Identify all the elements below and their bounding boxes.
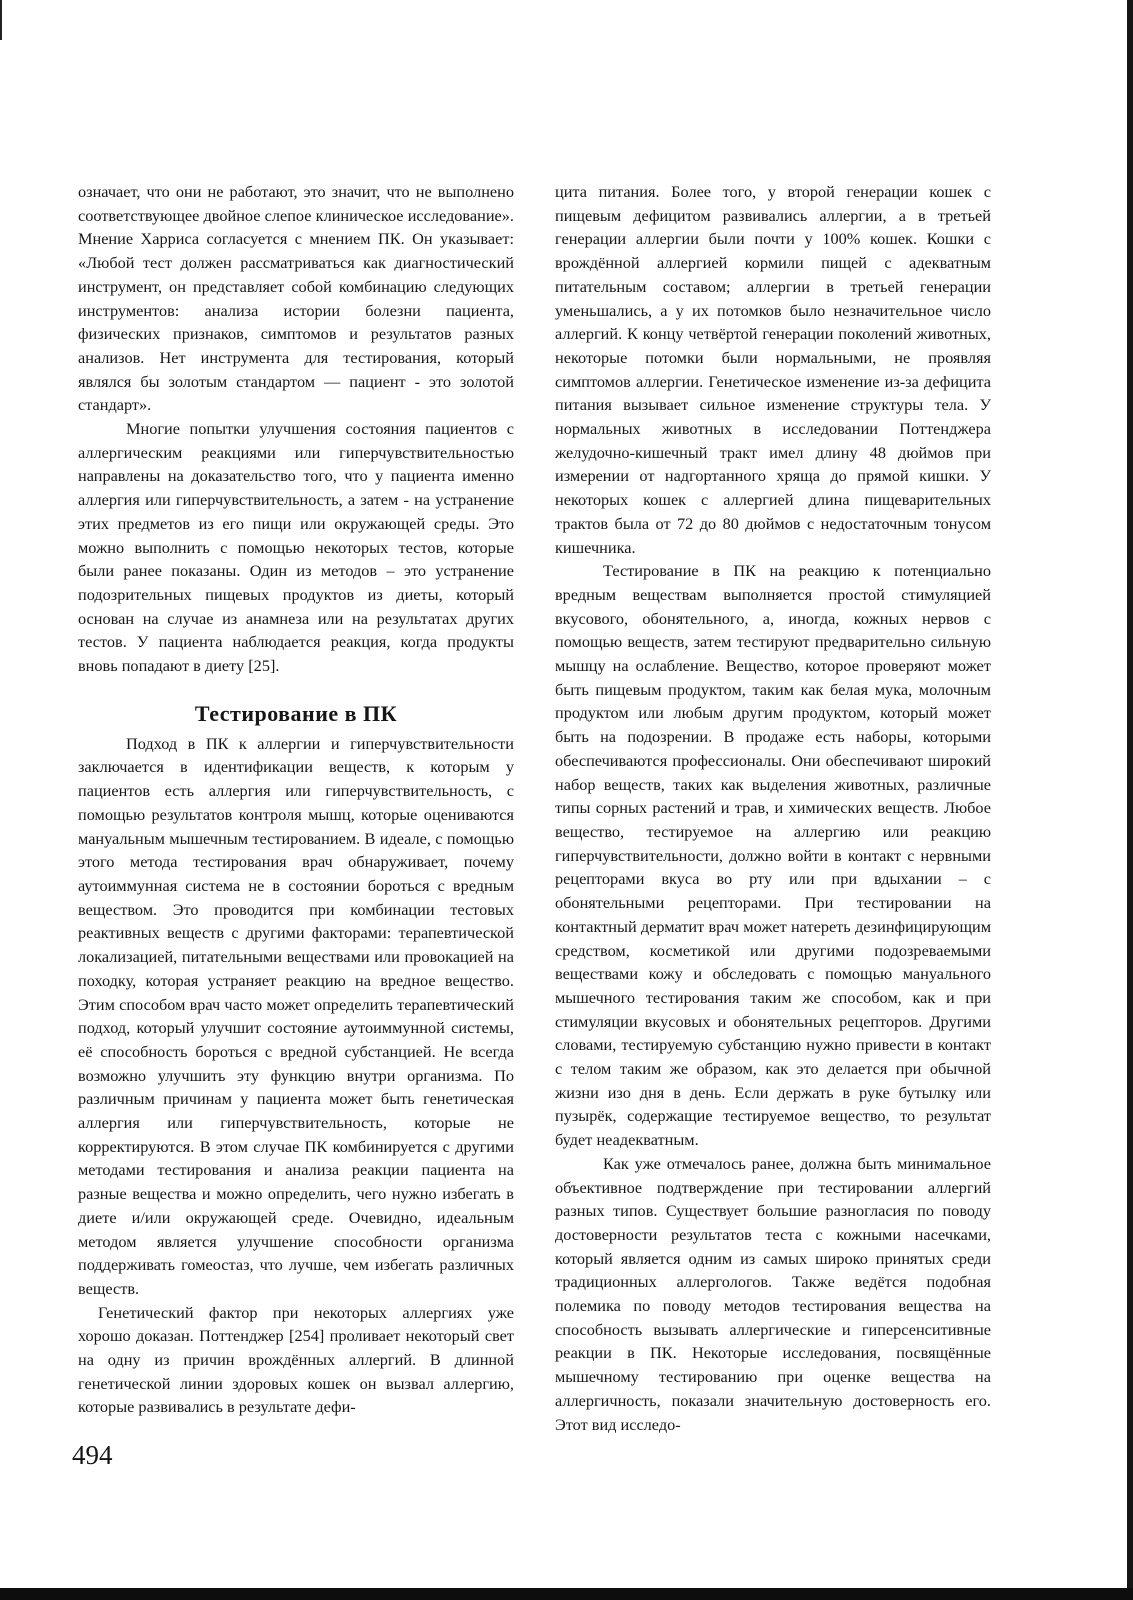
paragraph: Многие попытки улучшения состояния пациентов с аллергическим реакциями или гиперчувствительностью направлены на доказательство того, что у пациента именно аллергия или гиперчувствительность, а затем - на устранение этих предметов из его пищи или окружающей среды. Это можно выполнить с помощью некоторых тестов, которые были ранее показаны. Один из методов – это устранение подозрительных пищевых продуктов из диеты, который основан на случае из анамнеза или на результатах других тестов. У пациента наблюдается реакция, когда продукты вновь попадают в диету [25]. xyxy=(78,419,514,676)
paragraph: Как уже отмечалось ранее, должна быть минимальное объективное подтверждение при тестировании аллергий разных типов. Существует большие разногласия по поводу достоверности результатов теста с кожными насечками, который является одним из самых широко принятых среди традиционных аллергологов. Также ведётся подобная полемика по поводу методов тестирования вещества на способность вызывать аллергические и гиперсенситивные реакции в ПК. Некоторые исследования, посвящённые мышечному тестированию при оценке вещества на аллергичность, показали значительную достоверность его. Этот вид исследо- xyxy=(555,1153,991,1434)
scan-edge-bottom xyxy=(0,1588,1133,1600)
right-column xyxy=(555,180,991,1436)
paragraph: Тестирование в ПК на реакцию к потенциально вредным веществам выполняется простой стимуляцией вкусового, обонятельного, а, иногда, кожных нервов с помощью веществ, затем тестируют предварительно сильную мышцу на ослабление. Вещество, которое проверяют может быть пищевым продуктом, таким как белая мука, молочным продуктом или любым другим продуктом, который может быть на подозрении. В продаже есть наборы, которыми обеспечиваются профессионалы. Они обеспечивают широкий набор веществ, таких как выделения животных, различные типы сорных растений и трав, и химических веществ. Любое вещество, тестируемое на аллергию или реакцию гиперчувствительности, должно войти в контакт с нервными рецепторами вкуса во рту или при вдыхании – с обонятельными рецепторами. При тестировании на контактный дерматит врач может натереть дезинфицирующим средством, косметикой или другими подозреваемыми веществами кожу и обследовать с помощью мануального мышечного тестирования таким же способом, как и при стимуляции вкусовых и обонятельных рецепторов. Другими словами, тестируемую субстанцию нужно привести в контакт с телом таким же образом, как это делается при обычной жизни изо дня в день. Если держать в руке бутылку или пузырёк, содержащие тестируемое вещество, то результат будет неадекватным. xyxy=(555,561,991,1150)
scan-edge-mark xyxy=(0,0,2,40)
paragraph: Генетический фактор при некоторых аллергиях уже хорошо доказан. Поттенджер [254] проливает некоторый свет на одну из причин врождённых аллергий. В длинной генетической линии здоровых кошек он вызвал аллергию, которые развивались в результате дефи- xyxy=(78,1302,514,1417)
paragraph: означает, что они не работают, это значит, что не выполнено соответствующее двойное слепое клиническое исследование». Мнение Харриса согласуется с мнением ПК. Он указывает: «Любой тест должен рассматриваться как диагностический инструмент, он представляет собой комбинацию следующих инструментов: анализа истории болезни пациента, физических признаков, симптомов и результатов разных анализов. Нет инструмента для тестирования, который являлся бы золотым стандартом — пациент - это золотой стандарт». xyxy=(78,182,514,415)
section-heading: Тестирование в ПК xyxy=(194,700,398,726)
left-column xyxy=(78,180,514,1419)
scan-edge-right xyxy=(1127,0,1133,1600)
page-number: 494 xyxy=(72,1440,113,1470)
paragraph: Подход в ПК к аллергии и гиперчувствительности заключается в идентификации веществ, к которым у пациентов есть аллергия или гиперчувствительность, с помощью результатов контроля мышц, которые оцениваются мануальным мышечным тестированием. В идеале, с помощью этого метода тестирования врач обнаруживает, почему аутоиммунная система не в состоянии бороться с вредным веществом. Это проводится при комбинации тестовых реактивных веществ с другими факторами: терапевтической локализацией, питательными веществами или провокацией на походку, которая устраняет реакцию на вредное вещество. Этим способом врач часто может определить терапевтический подход, который улучшит состояние аутоиммунной системы, её способность бороться с вредной субстанцией. Не всегда возможно улучшить эту функцию внутри организма. По различным причинам у пациента может быть генетическая аллергия или гиперчувствительность, которые не корректируются. В этом случае ПК комбинируется с другими методами тестирования и анализа реакции пациента на разные вещества и можно определить, чего нужно избегать в диете и/или окружающей среде. Очевидно, идеальным методом является улучшение способности организма поддерживать гомеостаз, что лучше, чем избегать различных веществ. xyxy=(78,733,514,1298)
paragraph: цита питания. Более того, у второй генерации кошек с пищевым дефицитом развивались аллергии, а в третьей генерации аллергии были почти у 100% кошек. Кошки с врождённой аллергией кормили пищей с адекватным питательным составом; аллергии в третьей генерации уменьшались, а у их потомков было незначительное число аллергий. К концу четвёртой генерации поколений животных, некоторые потомки были нормальными, не проявляя симптомов аллергии. Генетическое изменение из-за дефицита питания вызывает сильное изменение структуры тела. У нормальных животных в исследовании Поттенджера желудочно-кишечный тракт имел длину 48 дюймов при измерении от надгортанного хряща до прямой кишки. У некоторых кошек с аллергией длина пищеварительных трактов была от 72 до 80 дюймов с недостаточным тонусом кишечника. xyxy=(555,182,991,557)
